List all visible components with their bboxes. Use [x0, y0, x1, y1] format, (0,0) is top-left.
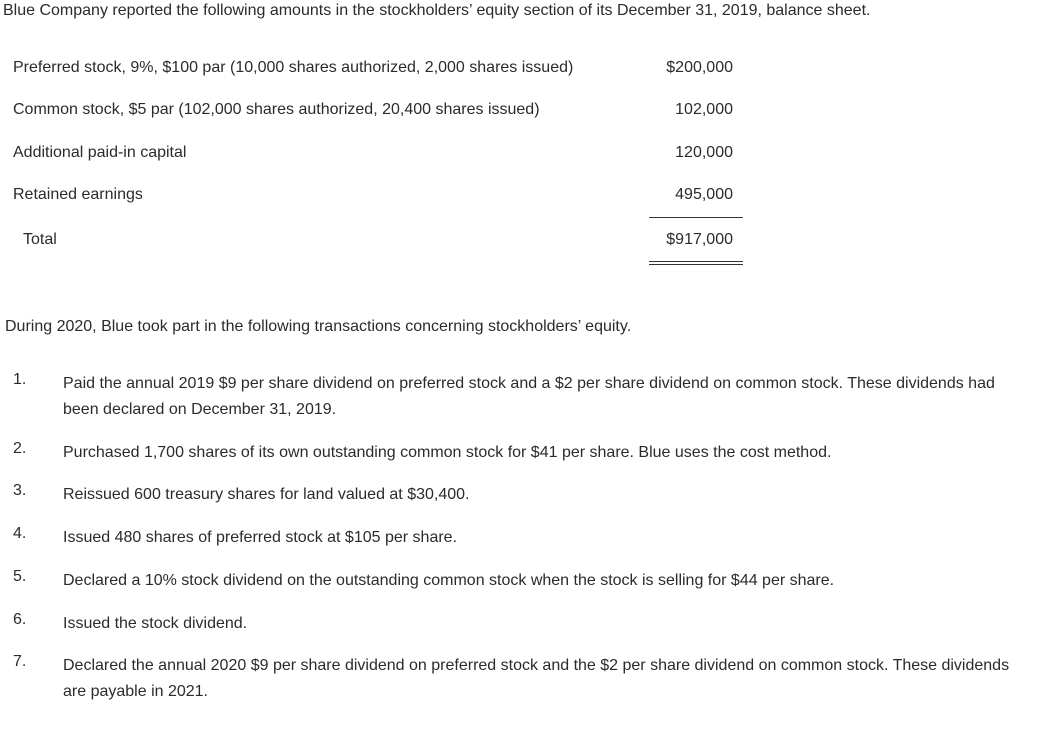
transaction-text: Declared the annual 2020 $9 per share dividend on preferred stock and the $2 per share dividend on common stock. These dividends are payable in 2021.	[63, 657, 1010, 700]
intro-text: Blue Company reported the following amounts in the stockholders’ equity section of its December 31, 2019, balance sheet.	[3, 2, 871, 19]
row-amount-retained-earnings: 495,000	[675, 186, 733, 203]
transaction-text: Reissued 600 treasury shares for land valued at $30,400.	[63, 486, 470, 503]
transaction-text: Issued the stock dividend.	[63, 615, 248, 632]
transaction-number: 2.	[13, 440, 27, 457]
transaction-number: 1.	[13, 371, 27, 388]
transaction-text: Purchased 1,700 shares of its own outstanding common stock for $41 per share. Blue uses the cost method.	[63, 444, 832, 461]
transactions-intro: During 2020, Blue took part in the following transactions concerning stockholders’ equity.	[5, 318, 632, 335]
transaction-text: Issued 480 shares of preferred stock at $105 per share.	[63, 529, 458, 546]
transaction-text: Paid the annual 2019 $9 per share dividend on preferred stock and a $2 per share dividend on common stock. These dividends had been declared on December 31, 2019.	[63, 375, 995, 418]
transaction-number: 3.	[13, 482, 27, 499]
transaction-number: 6.	[13, 611, 27, 628]
transaction-number: 4.	[13, 525, 27, 542]
row-label-apic: Additional paid-in capital	[13, 144, 187, 161]
total-double-rule-top	[649, 261, 743, 262]
row-label-preferred-stock: Preferred stock, 9%, $100 par (10,000 shares authorized, 2,000 shares issued)	[13, 59, 574, 76]
total-label: Total	[23, 231, 57, 248]
row-label-retained-earnings: Retained earnings	[13, 186, 143, 203]
total-double-rule-bottom	[649, 264, 743, 265]
row-label-common-stock: Common stock, $5 par (102,000 shares authorized, 20,400 shares issued)	[13, 101, 540, 118]
row-amount-apic: 120,000	[675, 144, 733, 161]
transaction-number: 7.	[13, 653, 27, 670]
transaction-text: Declared a 10% stock dividend on the outstanding common stock when the stock is selling for $44 per share.	[63, 572, 835, 589]
row-amount-common-stock: 102,000	[675, 101, 733, 118]
transaction-number: 5.	[13, 568, 27, 585]
subtotal-rule	[649, 217, 743, 218]
row-amount-preferred-stock: $200,000	[666, 59, 733, 76]
total-amount: $917,000	[666, 231, 733, 248]
